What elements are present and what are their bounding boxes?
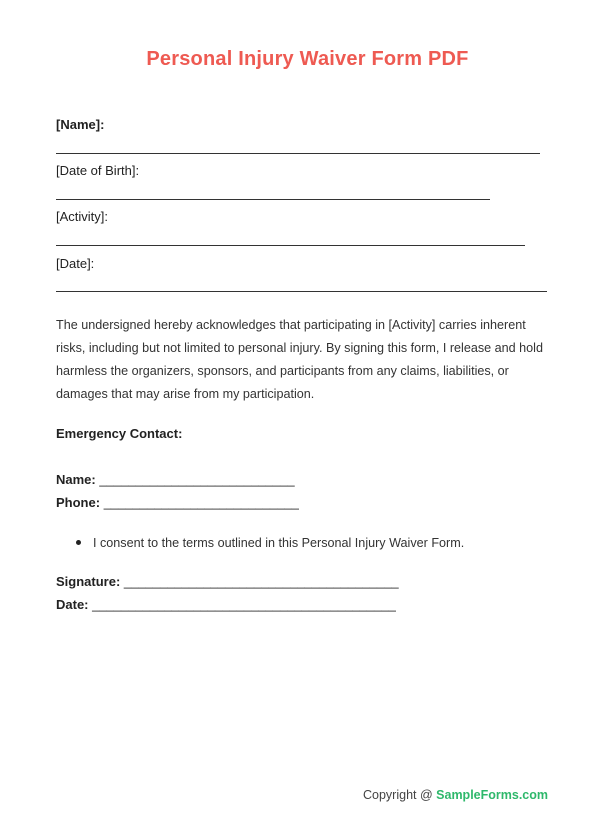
bullet-icon [76, 540, 81, 545]
signature-date-blank[interactable]: __________________________________________ [92, 597, 396, 612]
signature-date-row [56, 597, 396, 612]
name-field-label: [Name]: [56, 117, 105, 132]
emergency-phone-blank[interactable]: ___________________________ [103, 495, 299, 510]
date-of-birth-field-label: [Date of Birth]: [56, 163, 140, 178]
signature-blank[interactable]: ______________________________________ [123, 574, 399, 589]
footer-copyright [363, 788, 548, 802]
signature-row [56, 574, 399, 589]
signature-label: Signature: [56, 574, 121, 589]
date-field-line[interactable] [56, 291, 547, 292]
copyright-text: Copyright @ [363, 788, 433, 802]
paragraph-line: damages that may arise from my participation. [56, 387, 315, 401]
paragraph-line: The undersigned hereby acknowledges that participating in [Activity] carries inherent [56, 318, 526, 332]
emergency-name-label: Name: [56, 472, 96, 487]
consent-text: I consent to the terms outlined in this Personal Injury Waiver Form. [93, 536, 465, 550]
emergency-name-blank[interactable]: ___________________________ [99, 472, 295, 487]
activity-field-line[interactable] [56, 245, 525, 246]
emergency-phone-label: Phone: [56, 495, 101, 510]
paragraph-line: risks, including but not limited to personal injury. By signing this form, I release and hold [56, 341, 543, 355]
consent-list-item [76, 536, 464, 550]
emergency-name-row [56, 472, 295, 487]
brand-link[interactable]: SampleForms.com [436, 788, 548, 802]
activity-field-label: [Activity]: [56, 209, 109, 224]
emergency-phone-row [56, 495, 299, 510]
date-field-label: [Date]: [56, 256, 95, 271]
name-field-line[interactable] [56, 153, 540, 154]
paragraph-line: harmless the organizers, sponsors, and participants from any claims, liabilities, or [56, 364, 509, 378]
waiver-paragraph [56, 314, 556, 406]
emergency-contact-heading: Emergency Contact: [56, 426, 183, 441]
date-of-birth-field-line[interactable] [56, 199, 490, 200]
signature-date-label: Date: [56, 597, 89, 612]
page-title: Personal Injury Waiver Form PDF [146, 48, 469, 70]
